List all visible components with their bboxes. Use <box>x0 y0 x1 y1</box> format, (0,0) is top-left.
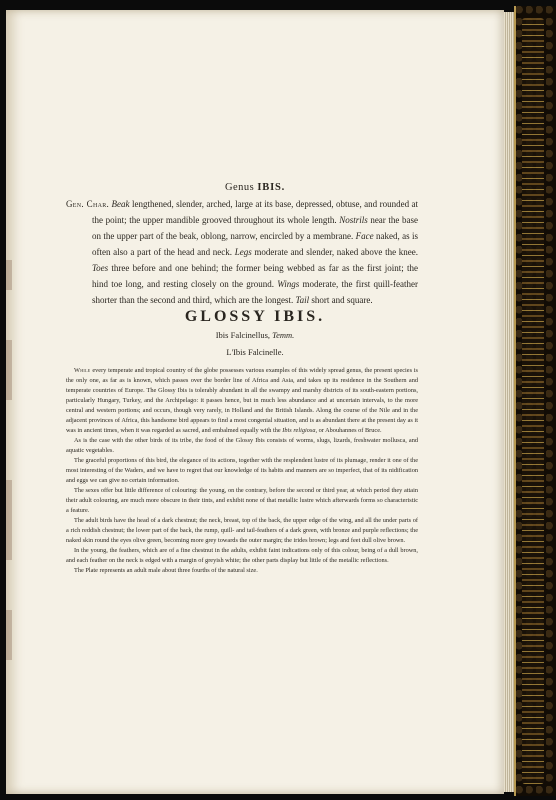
page-edges <box>504 12 514 792</box>
paragraph-text: every temperate and tropical country of the globe possesses various examples of this widely spread genus, the present species is the only one, as far as is known, which passes over the border line of Africa and Asia, and takes up its residence in the Southern and temperate countries of Europe. The Glossy Ibis is tolerably abundant in all the swampy and marshy districts of its south-eastern portions, particularly Hungary, Turkey, and the Archipelago: it passes hence, but in much less abundance and at uncertain intervals, to the more central and western portions; and occurs, though very rarely, in Holland and the British Islands. Along the course of the Nile and in the adjacent provinces of Africa, this handsome bird appears to find a most congenial situation, and is as abundant there at the present day as it was in ancient times, when it was regarded as sacred, and embalmed equally with the <box>66 367 418 434</box>
drop-word: While <box>74 367 91 374</box>
species-title: GLOSSY IBIS. <box>184 308 326 325</box>
french-name: L'Ibis Falcinelle. <box>226 347 284 357</box>
paragraph-text: As is the case with the other birds of its tribe, the food of the Glossy Ibis consists of worms, slugs, lizards, freshwater mollusca, and aquatic vegetables. <box>66 437 418 454</box>
genus-name: IBIS. <box>257 182 286 193</box>
character-term: Beak <box>111 199 130 209</box>
description-paragraph <box>66 516 418 546</box>
paragraph-text: The sexes offer but little difference of colouring: the young, on the contrary, before the second or third year, at which period they attain their adult colouring, are much more obscure in their tints, and exhibit none of that metallic lustre which afterwards forms so characteristic a feature. <box>66 487 418 514</box>
description-paragraph <box>66 456 418 486</box>
description-paragraph <box>66 546 418 566</box>
gilt-border-ornament <box>522 18 544 784</box>
species-description <box>66 366 418 576</box>
page-content <box>6 10 504 794</box>
italic-term: Ibis religiosa <box>282 427 316 434</box>
character-term: Nostrils <box>339 215 368 225</box>
description-paragraph <box>66 436 418 456</box>
latin-author: Temm. <box>272 330 295 340</box>
generic-characters-text <box>92 199 418 305</box>
character-description: moderate and slender, naked above the knee. <box>251 247 418 257</box>
character-term: Legs <box>234 247 252 257</box>
character-term: Face <box>355 231 374 241</box>
character-description: moderate, the first quill-feather shorter than the second and third, which are the longest. <box>92 279 418 305</box>
paragraph-text: The Plate represents an adult male about three fourths of the natural size. <box>74 567 258 574</box>
paragraph-text: The graceful proportions of this bird, the elegance of its actions, together with the resplendent lustre of its plumage, render it one of the most interesting of the Waders, and we have to regret that our knowledge of its habits and manners are so imperfect, that of its nidification and eggs we can give no certain information. <box>66 457 418 484</box>
description-paragraph <box>66 486 418 516</box>
generic-characters <box>66 196 418 308</box>
genus-title <box>6 182 504 193</box>
latin-name-text: Ibis Falcinellus, <box>215 330 271 340</box>
character-description: short and square. <box>309 295 373 305</box>
generic-characters-lead: Gen. Char. <box>66 199 110 209</box>
character-description: near the base on the upper part of the beak, oblong, narrow, encircled by a membrane. <box>92 215 418 241</box>
latin-name <box>6 330 504 340</box>
character-term: Tail <box>295 295 310 305</box>
book-page <box>6 10 504 794</box>
description-paragraph <box>66 566 418 576</box>
character-description: three before and one behind; the former being webbed as far as the first joint; the hind toe long, and resting closely on the ground. <box>92 263 418 289</box>
paragraph-text: , or Abouhannes of Bruce. <box>315 427 382 434</box>
paragraph-text: The adult birds have the head of a dark chestnut; the neck, breast, top of the back, the upper edge of the wing, and all the under parts of a rich reddish chestnut; the lower part of the back, the rump, quill- and tail-feathers of a dark green, with bronze and purple reflections; the naked skin round the eyes olive green, becoming more grey towards the outer margin; the irides brown; legs and feet dull olive brown. <box>66 517 418 544</box>
character-description: naked, as is often also a part of the head and neck. <box>92 231 418 257</box>
paragraph-text: In the young, the feathers, which are of a fine chestnut in the adults, exhibit faint indications only of this colour, being of a dull brown, and each feather on the neck is edged with a margin of greyish white; the other parts display but little of the metallic reflections. <box>66 547 418 564</box>
character-term: Wings <box>277 279 300 289</box>
description-paragraph <box>66 366 418 436</box>
character-term: Toes <box>92 263 109 273</box>
character-description: lengthened, slender, arched, large at its base, depressed, obtuse, and rounded at the point; the upper mandible grooved throughout its whole length. <box>92 199 419 225</box>
genus-label: Genus <box>224 182 255 193</box>
